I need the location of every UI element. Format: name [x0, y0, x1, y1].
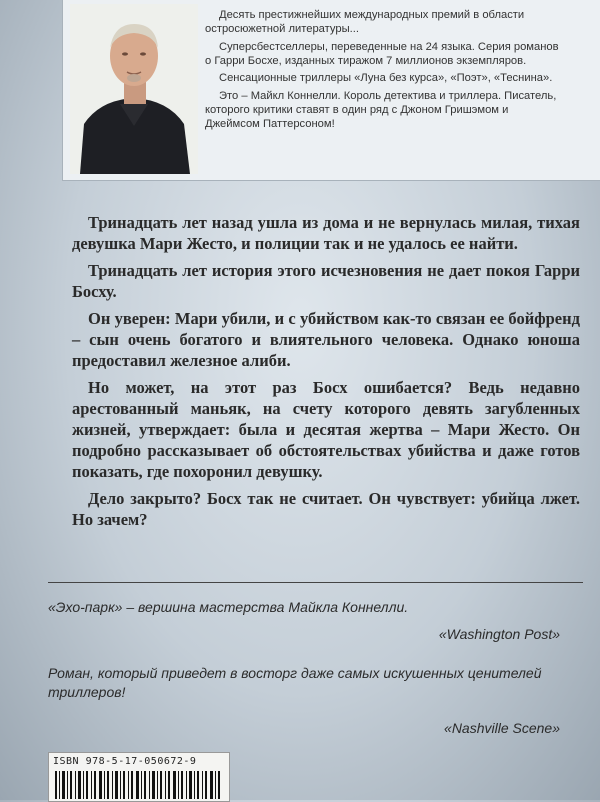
review-source: «Nashville Scene» — [444, 720, 560, 736]
about-paragraph: Сенсационные триллеры «Луна без курса», «Поэт», «Теснина». — [219, 72, 553, 85]
barcode-icon — [53, 771, 223, 799]
synopsis-paragraph: Дело закрыто? Босх так не считает. Он чувствует: убийца лжет. Но зачем? — [72, 489, 580, 529]
synopsis-paragraph: Тринадцать лет история этого исчезновения не дает покоя Гарри Босху. — [72, 261, 580, 301]
author-photo — [70, 4, 198, 174]
review-quote: «Эхо-парк» – вершина мастерства Майкла Коннелли. — [48, 599, 409, 615]
review-source: «Washington Post» — [438, 626, 560, 642]
review-quote: Роман, который приведет в восторг даже самых искушенных ценителей триллеров! — [48, 665, 542, 700]
synopsis-paragraph: Он уверен: Мари убили, и с убийством как-то связан ее бойфренд – сын очень богатого и влиятельного человека. Однако юноша предоставил железное алиби. — [72, 309, 580, 370]
about-author — [205, 8, 565, 135]
book-synopsis — [72, 212, 580, 536]
synopsis-paragraph: Тринадцать лет назад ушла из дома и не вернулась милая, тихая девушка Мари Жесто, и полиции так и не удалось ее найти. — [72, 213, 580, 253]
synopsis-paragraph: Но может, на этот раз Босх ошибается? Ведь недавно арестованный маньяк, на счету которого девять загубленных жизней, утверждает: была и десятая жертва – Мари Жесто. Он подробно рассказывает об обстоятельствах убийства и даже готов показать, где похоронил девушку. — [72, 378, 580, 481]
about-paragraph: Десять престижнейших международных премий в области остросюжетной литературы... — [205, 9, 525, 36]
isbn-text: ISBN 978-5-17-050672-9 — [53, 756, 197, 767]
barcode-label — [48, 752, 230, 802]
divider — [48, 582, 583, 583]
about-paragraph: Суперсбестселлеры, переведенные на 24 языка. Серия романов о Гарри Босхе, изданных тиражом 7 миллионов экземпляров. — [205, 40, 559, 67]
about-paragraph: Это – Майкл Коннелли. Король детектива и триллера. Писатель, которого критики ставят в один ряд с Джоном Гришэмом и Джеймсом Паттерсоном! — [205, 89, 557, 131]
